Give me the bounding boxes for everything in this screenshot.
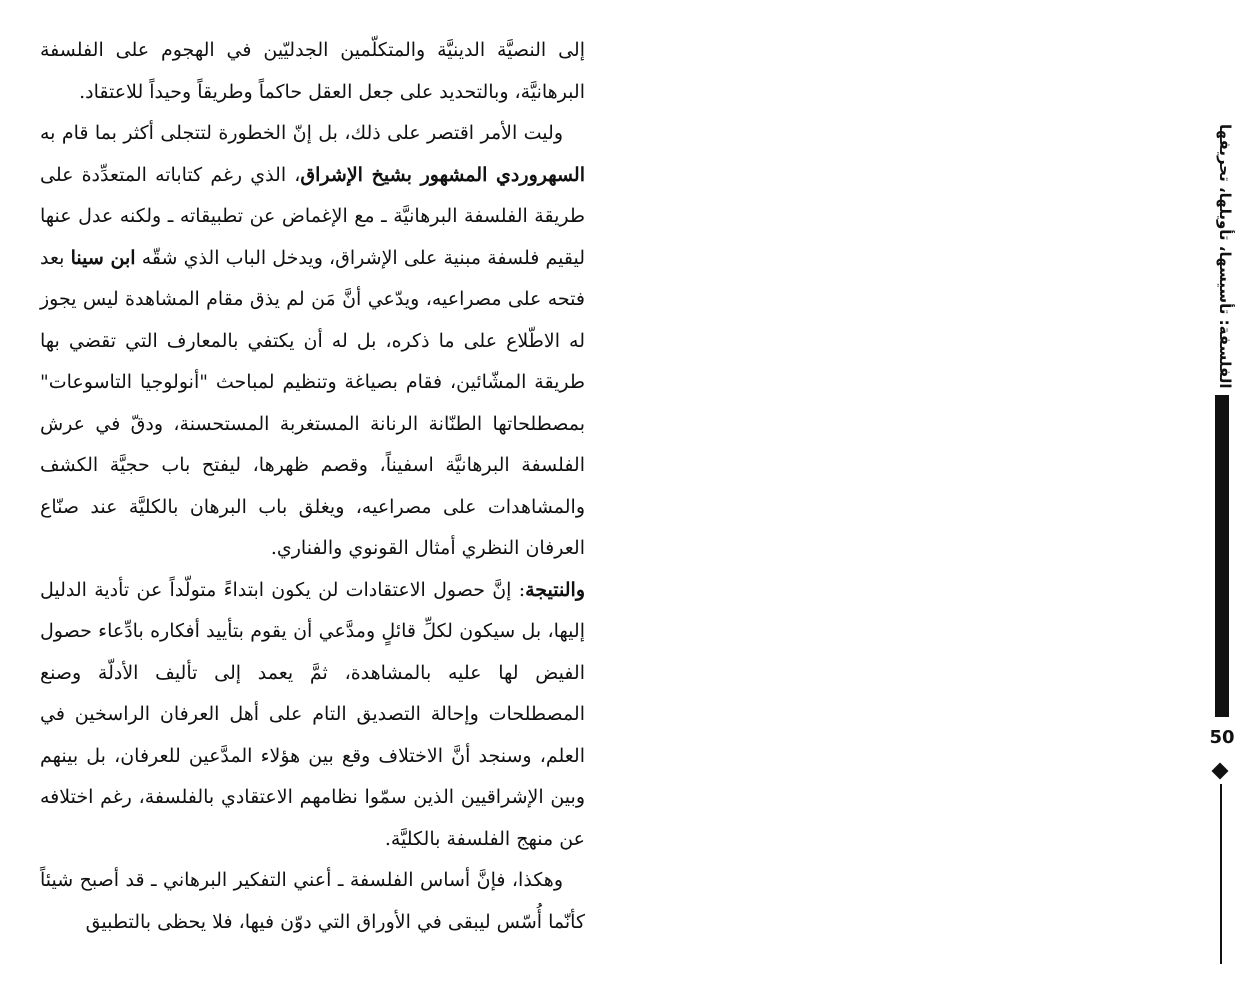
text-segment: وليت الأمر اقتصر على ذلك، بل إنّ الخطورة لتتجلى أكثر بما قام به <box>40 122 563 144</box>
text-segment: إلى النصيَّة الدينيَّة والمتكلّمين الجدليّين في الهجوم على الفلسفة البرهانيَّة، وبالتحديد على جعل العقل حاكماً وطريقاً وحيداً للاعتقاد. <box>40 39 585 103</box>
page-number: 50 <box>1209 727 1235 748</box>
decorative-line <box>1220 784 1222 964</box>
bold-name-suhrawardi: السهروردي المشهور بشيخ الإشراق <box>300 163 585 186</box>
text-segment: : إنَّ حصول الاعتقادات لن يكون ابتداءً متولّداً عن تأدية الدليل إليها، بل سيكون لكلِّ قائلٍ ومدَّعي أن يقوم بتأييد أفكاره بادِّعاء حصول الفيض لها عليه بالمشاهدة، ثمَّ يعمد إلى تأليف الأدلّة وصنع المصطلحات وإحالة التصديق التام على أهل العرفان الراسخين في العلم، وسنجد أنَّ الاختلاف وقع بين هؤلاء المدَّعين للعرفان، بل بينهم وبين الإشراقيين الذين سمّوا نظامهم الاعتقادي بالفلسفة، رغم اختلافه عن منهج الفلسفة بالكليَّة. <box>40 578 585 850</box>
text-segment: بعد فتحه على مصراعيه، ويدّعي أنَّ مَن لم يذق مقام المشاهدة ليس يجوز له الاطّلاع على ما ذكره، بل له أن يكتفي بالمعارف التي تقضي بها طريقة المشّائين، فقام بصياغة وتنظيم لمباحث "أنولوجيا التاسوعات" بمصطلحاتها الطنّانة الرنانة المستغربة المستحسنة، ودقّ في عرش الفلسفة البرهانيَّة اسفيناً، وقصم ظهرها، ليفتح باب حجيَّة الكشف والمشاهدات على مصراعيه، ويغلق باب البرهان بالكليَّة عند صنّاع العرفان النظري أمثال القونوي والفناري. <box>40 246 585 559</box>
running-head: الفلسفة: تأسيسها، تأويلها، تحريفها <box>1216 123 1234 388</box>
paragraph-1 <box>40 30 585 113</box>
decorative-bar <box>1215 395 1229 717</box>
text-segment: وهكذا، فإنَّ أساس الفلسفة ـ أعني التفكير البرهاني ـ قد أصبح شيئاً كأنّما أُسّس ليبقى في الأوراق التي دوّن فيها، فلا يحظى بالتطبيق <box>40 869 585 933</box>
side-rail <box>600 0 1235 992</box>
bold-name-ibn-sina: ابن سينا <box>70 246 136 269</box>
paragraph-2 <box>40 113 585 570</box>
body-text <box>40 30 585 943</box>
bold-conclusion-label: والنتيجة <box>525 578 585 601</box>
diamond-ornament-icon <box>1212 763 1229 780</box>
paragraph-4 <box>40 860 585 943</box>
text-segment: ، الذي رغم كتاباته المتعدِّدة على طريقة الفلسفة البرهانيَّة ـ مع الإغماض عن تطبيقاته ـ ولكنه عدل عنها ليقيم فلسفة مبنية على الإشراق، ويدخل الباب الذي شقّه <box>40 163 585 269</box>
paragraph-3 <box>40 570 585 861</box>
